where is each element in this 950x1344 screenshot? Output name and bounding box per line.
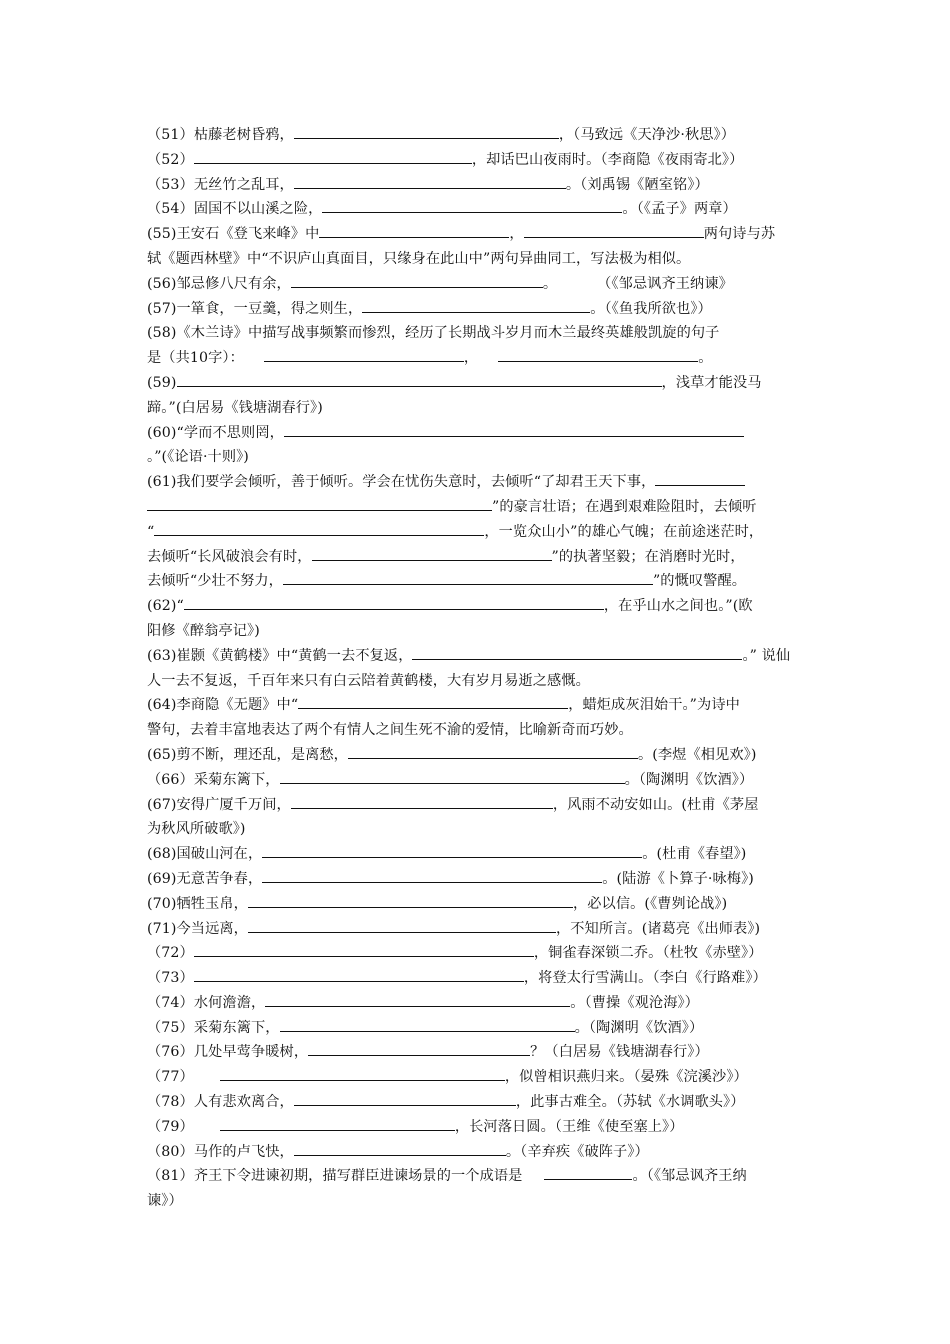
line-text: (63)崔颢《黄鹤楼》中“黄鹤一去不复返， (147, 647, 413, 664)
line-text: ，将登太行雪满山。（李白《行路难》） (523, 970, 767, 987)
line-text: (69)无意苦争春， (147, 870, 263, 887)
line-text: （52） (147, 151, 194, 168)
answer-blank[interactable] (312, 546, 552, 561)
line-text: 人一去不复返，千百年来只有白云陪着黄鹤楼，大有岁月易逝之感慨。 (147, 672, 590, 689)
line-text: （77） (147, 1069, 194, 1086)
line-text: (59) (147, 374, 177, 391)
question-line (147, 892, 819, 917)
line-text: ，（马致远《天净沙·秋思》） (558, 127, 735, 143)
question-line (147, 594, 819, 619)
answer-blank[interactable] (283, 570, 653, 585)
answer-blank[interactable] (194, 149, 472, 164)
answer-blank[interactable] (248, 918, 556, 933)
answer-blank[interactable] (322, 198, 622, 213)
line-text: ，不知所言。(诸葛亮《出师表》) (555, 920, 761, 937)
answer-blank[interactable] (154, 521, 484, 536)
line-text: 警句，去着丰富地表达了两个有情人之间生死不渝的爱情，比喻新奇而巧妙。 (147, 722, 633, 739)
answer-blank[interactable] (291, 273, 543, 288)
question-line (147, 173, 819, 198)
line-text: 谏》） (147, 1193, 183, 1210)
line-text: (55)王安石《登飞来峰》中 (147, 226, 320, 243)
exam-question-list (147, 123, 819, 1214)
answer-blank[interactable] (265, 992, 570, 1007)
line-text: 两句诗与苏 (703, 226, 776, 243)
answer-blank[interactable] (348, 744, 638, 759)
answer-blank[interactable] (308, 1041, 530, 1056)
question-line (147, 445, 819, 470)
question-line (147, 321, 819, 346)
line-text: （66）采菊东篱下， (147, 771, 280, 788)
line-text: ”的执著坚毅；在消磨时光时， (551, 548, 745, 565)
line-text: ”的慨叹警醒。 (652, 573, 747, 590)
answer-blank[interactable] (498, 347, 698, 362)
answer-blank[interactable] (524, 223, 704, 238)
question-line (147, 1140, 819, 1165)
question-line (147, 396, 819, 421)
line-text: （73） (147, 970, 194, 987)
line-text: ，风雨不动安如山。(杜甫《茅屋 (552, 796, 759, 813)
line-text: 去倾听“长风破浪会有时， (147, 548, 312, 565)
answer-blank[interactable] (298, 694, 568, 709)
line-text: 。(陆游《卜算子·咏梅》) (602, 870, 754, 887)
line-text: ，铜雀春深锁二乔。（杜牧《赤壁》） (533, 945, 763, 962)
question-line (147, 917, 819, 942)
line-text: 。（《鱼我所欲也》） (590, 300, 712, 317)
answer-blank[interactable] (412, 645, 742, 660)
line-text: 轼《题西林壁》中“不识庐山真面目，只缘身在此山中”两句异曲同工，写法极为相似。 (147, 250, 691, 267)
answer-blank[interactable] (194, 967, 524, 982)
line-text: (70)牺牲玉帛， (147, 895, 248, 912)
line-text: (61)我们要学会倾听，善于倾听。学会在忧伤失意时，去倾听“了却君王天下事， (147, 474, 656, 491)
answer-blank[interactable] (194, 942, 534, 957)
answer-blank[interactable] (294, 1141, 506, 1156)
line-text: ，似曾相识燕归来。（晏殊《浣溪沙》） (504, 1069, 748, 1086)
question-line (147, 148, 819, 173)
question-line (147, 941, 819, 966)
line-text: ”的豪言壮语；在遇到艰难险阻时，去倾听 (492, 498, 757, 515)
line-text: 。（《孟子》两章） (622, 201, 737, 218)
line-text: （《邹忌讽齐王纳谏》 (597, 275, 733, 292)
question-line (147, 247, 819, 272)
line-text: 。（曹操《观沧海》） (570, 994, 699, 1011)
answer-blank[interactable] (220, 1116, 455, 1131)
line-text: 。（陶渊明《饮酒》） (624, 771, 754, 788)
line-text: (60)“学而不思则罔， (147, 424, 284, 441)
question-line (147, 619, 819, 644)
question-line (147, 693, 819, 718)
line-text: ，此事古难全。（苏轼《水调歌头》） (515, 1094, 745, 1111)
answer-blank[interactable] (544, 1165, 632, 1180)
question-line (147, 545, 819, 570)
question-line (147, 371, 819, 396)
line-text: （51）枯藤老树昏鸦， (147, 127, 294, 143)
line-text: ， (463, 350, 479, 367)
line-text: (65)剪不断，理还乱，是离愁， (147, 746, 348, 763)
line-text: “ (147, 523, 155, 540)
question-line (147, 470, 819, 495)
question-line (147, 297, 819, 322)
question-line (147, 1016, 819, 1041)
line-text: (58)《木兰诗》中描写战事频繁而惨烈，经历了长期战斗岁月而木兰最终英雄般凯旋的句子 (147, 325, 720, 342)
line-text: 。 (542, 275, 558, 292)
line-text: 蹄。”(白居易《钱塘湖春行》) (147, 399, 323, 416)
question-line (147, 1189, 819, 1214)
line-text: ，长河落日圆。（王维《使至塞上》） (454, 1118, 684, 1135)
line-text: 。” 说仙 (742, 647, 791, 664)
answer-blank[interactable] (294, 1091, 516, 1106)
question-line (147, 991, 819, 1016)
question-line (147, 1040, 819, 1065)
question-line (147, 817, 819, 842)
line-text: 。（《邹忌讽齐王纳 (632, 1168, 747, 1185)
line-text: （79） (147, 1118, 194, 1135)
line-text: （80）马作的卢飞快， (147, 1143, 294, 1160)
question-line (147, 793, 819, 818)
line-text: ，浅草才能没马 (661, 374, 762, 391)
line-text: (56)邹忌修八尺有余， (147, 275, 291, 292)
answer-blank[interactable] (248, 893, 573, 908)
line-text: (68)国破山河在， (147, 846, 263, 863)
line-text: （81）齐王下令进谏初期，描写群臣进谏场景的一个成语是 (147, 1168, 523, 1185)
line-text: ，在乎山水之间也。”(欧 (603, 598, 753, 615)
question-line (147, 222, 819, 247)
line-text: (71)今当远离， (147, 920, 248, 937)
line-text: （78）人有悲欢离合， (147, 1094, 294, 1111)
line-text: ， (509, 226, 524, 243)
question-line (147, 123, 819, 148)
answer-blank[interactable] (362, 298, 590, 313)
line-text: ？（白居易《钱塘湖春行》） (530, 1044, 709, 1061)
line-text: (57)一箪食，一豆羹，得之则生， (147, 300, 363, 317)
line-text: (64)李商隐《无题》中“ (147, 697, 299, 714)
question-line (147, 1090, 819, 1115)
question-line (147, 421, 819, 446)
question-line (147, 842, 819, 867)
line-text: 阳修《醉翁亭记》) (147, 622, 260, 639)
question-line (147, 346, 819, 371)
line-text: 。 (698, 350, 713, 367)
question-line (147, 743, 819, 768)
answer-blank[interactable] (280, 769, 625, 784)
line-text: (67)安得广厦千万间， (147, 796, 291, 813)
answer-blank[interactable] (319, 223, 509, 238)
line-text: ，一览众山小”的雄心气魄；在前途迷茫时， (484, 523, 764, 540)
line-text: 。（辛弃疾《破阵子》） (505, 1143, 649, 1160)
answer-blank[interactable] (220, 1066, 505, 1081)
line-text: （74）水何澹澹， (147, 994, 266, 1011)
line-text: 去倾听“少壮不努力， (147, 573, 283, 590)
line-text: （76）几处早莺争暖树， (147, 1044, 309, 1061)
question-line (147, 495, 819, 520)
question-line (147, 768, 819, 793)
answer-blank[interactable] (262, 843, 642, 858)
question-line (147, 272, 819, 297)
question-line (147, 669, 819, 694)
answer-blank[interactable] (284, 422, 744, 437)
question-line (147, 1065, 819, 1090)
answer-blank[interactable] (177, 372, 662, 387)
line-text: （72） (147, 945, 194, 962)
answer-blank[interactable] (264, 347, 464, 362)
answer-blank[interactable] (294, 124, 559, 139)
answer-blank[interactable] (262, 868, 602, 883)
question-line (147, 1164, 819, 1189)
question-line (147, 644, 819, 669)
line-text: （54）固国不以山溪之险， (147, 201, 323, 218)
line-text: （75）采菊东篱下， (147, 1019, 280, 1036)
question-line (147, 867, 819, 892)
answer-blank[interactable] (184, 595, 604, 610)
question-line (147, 197, 819, 222)
question-line (147, 1115, 819, 1140)
line-text: (62)“ (147, 598, 184, 615)
answer-blank[interactable] (280, 1017, 575, 1032)
line-text: 。（刘禹锡《陋室铭》） (565, 176, 709, 193)
question-line (147, 718, 819, 743)
answer-blank[interactable] (147, 496, 492, 511)
line-text: 是（共10字）： (147, 350, 244, 367)
line-text: ，必以信。(《曹刿论战》) (572, 895, 728, 912)
line-text: （53）无丝竹之乱耳， (147, 176, 294, 193)
line-text: ，却话巴山夜雨时。（李商隐《夜雨寄北》） (471, 151, 744, 168)
answer-blank[interactable] (294, 174, 566, 189)
line-text: ，蜡炬成灰泪始干。”为诗中 (568, 697, 740, 714)
line-text: 。(李煜《相见欢》) (637, 746, 757, 763)
line-text: 为秋风所破歌》) (147, 821, 246, 838)
question-line (147, 520, 819, 545)
question-line (147, 569, 819, 594)
line-text: 。”(《论语·十则》) (147, 449, 249, 466)
answer-blank[interactable] (291, 794, 553, 809)
question-line (147, 966, 819, 991)
line-text: 。（陶渊明《饮酒》） (574, 1019, 704, 1036)
answer-blank[interactable] (655, 471, 745, 486)
line-text: 。(杜甫《春望》) (642, 846, 747, 863)
